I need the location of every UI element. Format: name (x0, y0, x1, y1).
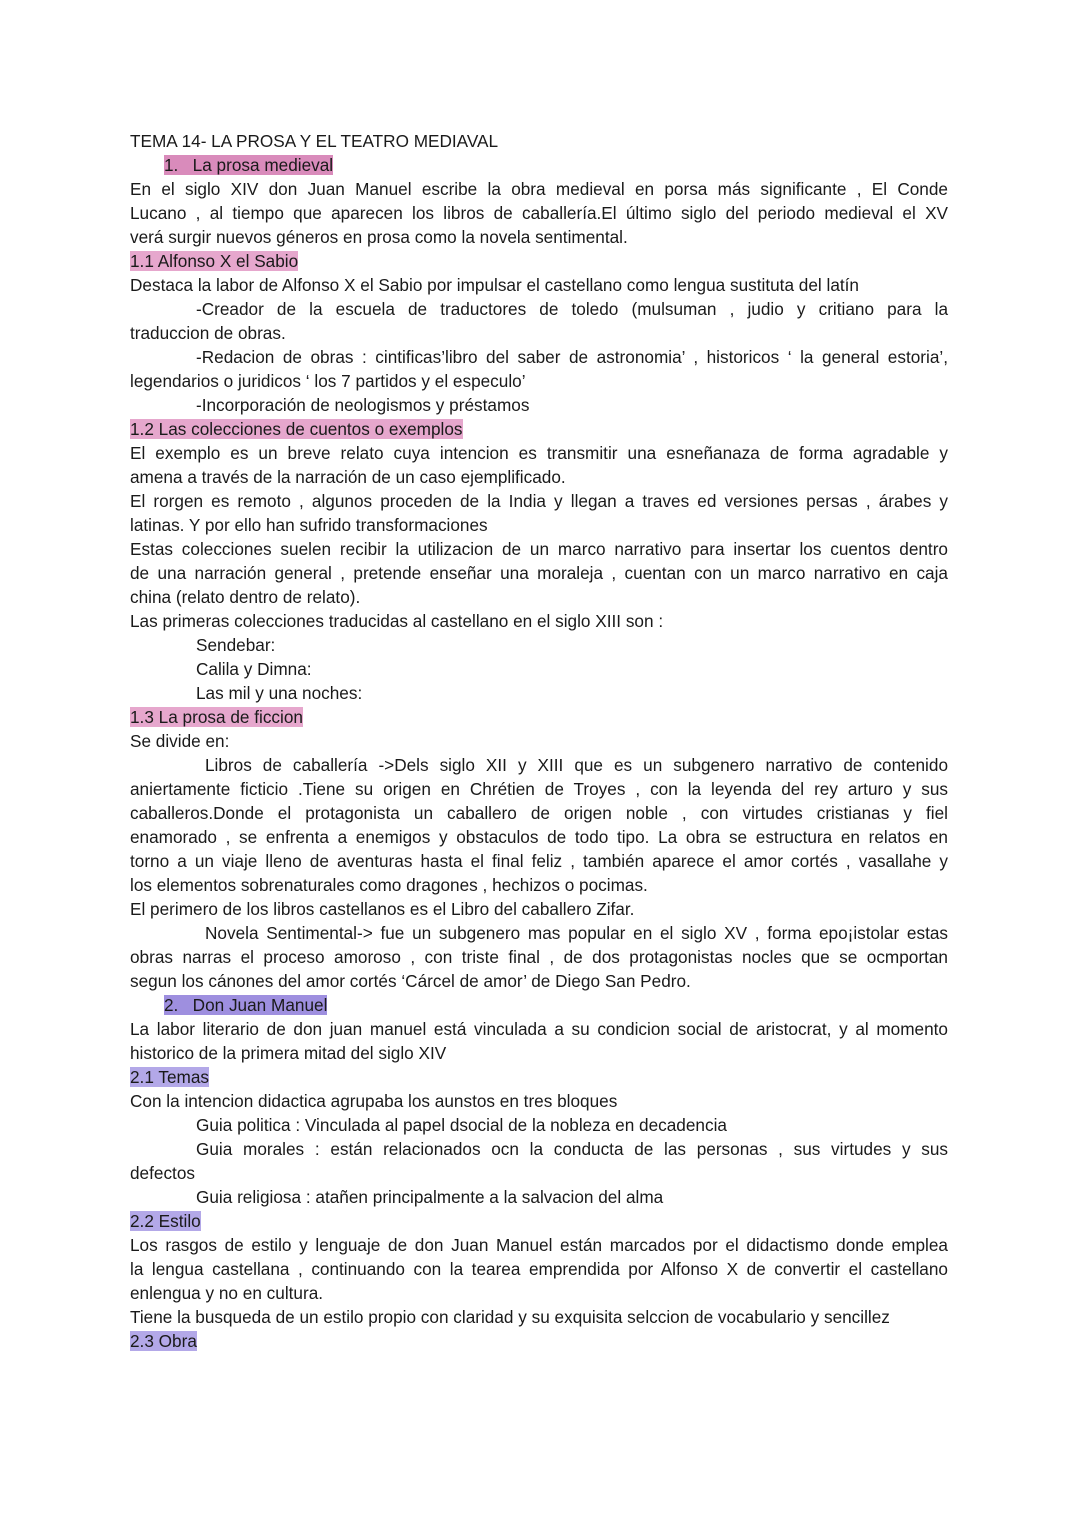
section-2-2-heading-row (130, 1209, 948, 1233)
paragraph-line: En el siglo XIV don Juan Manuel escribe la obra medieval en porsa más significante , El Conde (130, 179, 948, 199)
paragraph-line: torno a un viaje lleno de aventuras hasta el final feliz , también aparece el amor cortés , vasallahe y (130, 851, 948, 871)
list-item: Guia religiosa : atañen principalmente a la salvacion del alma (196, 1187, 664, 1207)
section-2-1-heading-row (130, 1065, 948, 1089)
list-item: Guia morales : están relacionados ocn la conducta de las personas , sus virtudes y sus (196, 1139, 948, 1159)
section-2-heading-row (130, 993, 948, 1017)
section-1-heading: 1. La prosa medieval (164, 155, 334, 175)
section-2-3-heading-row (130, 1329, 948, 1353)
paragraph-line: china (relato dentro de relato). (130, 587, 361, 607)
paragraph-line: Se divide en: (130, 731, 230, 751)
paragraph-line: El perimero de los libros castellanos es el Libro del caballero Zifar. (130, 899, 635, 919)
paragraph-line: verá surgir nuevos géneros en prosa como la novela sentimental. (130, 227, 628, 247)
paragraph-line: Libros de caballería ->Dels siglo XII y XIII que es un subgenero narrativo de contenido (205, 755, 948, 775)
paragraph-line: Destaca la labor de Alfonso X el Sabio por impulsar el castellano como lengua sustituta del latín (130, 275, 859, 295)
paragraph-line: Novela Sentimental-> fue un subgenero mas popular en el siglo XV , forma epo¡istolar estas (205, 923, 948, 943)
paragraph-line: Estas colecciones suelen recibir la utilizacion de un marco narrativo para insertar los cuentos dentro (130, 539, 948, 559)
section-1-heading-row (130, 153, 948, 177)
paragraph-line: segun los cánones del amor cortés ‘Cárcel de amor’ de Diego San Pedro. (130, 971, 691, 991)
list-item: -Redacion de obras : cintificas’libro del saber de astronomia’ , historicos ‘ la general estoria’, (196, 347, 948, 367)
section-2-2-heading: 2.2 Estilo (130, 1211, 201, 1231)
paragraph-line: El rorgen es remoto , algunos proceden de la India y llegan a traves ed versiones persas , árabes y (130, 491, 948, 511)
list-item: -Creador de la escuela de traductores de toledo (mulsuman , judio y critiano para la (196, 299, 948, 319)
paragraph-line: amena a través de la narración de un caso ejemplificado. (130, 467, 566, 487)
paragraph-line: Los rasgos de estilo y lenguaje de don Juan Manuel están marcados por el didactismo donde emplea (130, 1235, 948, 1255)
paragraph-line: El exemplo es un breve relato cuya intencion es transmitir una esneñanaza de forma agradable y (130, 443, 948, 463)
section-2-3-heading: 2.3 Obra (130, 1331, 197, 1351)
paragraph-line: defectos (130, 1163, 195, 1183)
section-1-1-heading: 1.1 Alfonso X el Sabio (130, 251, 299, 271)
section-2-1-heading: 2.1 Temas (130, 1067, 209, 1087)
paragraph-line: los elementos sobrenaturales como dragones , hechizos o pocimas. (130, 875, 648, 895)
list-item: Las mil y una noches: (196, 683, 363, 703)
list-item: Guia politica : Vinculada al papel dsocial de la nobleza en decadencia (196, 1115, 727, 1135)
document-page (130, 129, 948, 1353)
section-1-2-heading: 1.2 Las colecciones de cuentos o exemplos (130, 419, 463, 439)
list-item: -Incorporación de neologismos y préstamos (196, 395, 530, 415)
section-1-1-heading-row (130, 249, 948, 273)
paragraph-line: caballeros.Donde el protagonista un caballero de origen noble , con virtudes cristianas y fiel (130, 803, 948, 823)
paragraph-line: enlengua y no en cultura. (130, 1283, 324, 1303)
list-item: Calila y Dimna: (196, 659, 312, 679)
list-item: Sendebar: (196, 635, 276, 655)
paragraph-line: aniertamente ficticio .Tiene su origen en Chrétien de Troyes , con la leyenda del rey arturo y sus (130, 779, 948, 799)
paragraph-line: obras narras el proceso amoroso , con triste final , de dos protagonistas nocles que se ocmportan (130, 947, 948, 967)
paragraph-line: Las primeras colecciones traducidas al castellano en el siglo XIII son : (130, 611, 664, 631)
section-2-heading: 2. Don Juan Manuel (164, 995, 328, 1015)
section-1-3-heading-row (130, 705, 948, 729)
paragraph-line: La labor literario de don juan manuel está vinculada a su condicion social de aristocrat, y al momento (130, 1019, 948, 1039)
paragraph-line: Lucano , al tiempo que aparecen los libros de caballería.El último siglo del periodo medieval el XV (130, 203, 948, 223)
section-1-2-heading-row (130, 417, 948, 441)
paragraph-line: la lengua castellana , continuando con la tearea emprendida por Alfonso X de convertir el castellano (130, 1259, 948, 1279)
paragraph-line: legendarios o juridicos ‘ los 7 partidos y el especulo’ (130, 371, 526, 391)
paragraph-line: traduccion de obras. (130, 323, 286, 343)
paragraph-line: de una narración general , pretende enseñar una moraleja , cuentan con un marco narrativo en caja (130, 563, 948, 583)
paragraph-line: latinas. Y por ello han sufrido transformaciones (130, 515, 488, 535)
paragraph-line: Tiene la busqueda de un estilo propio con claridad y su exquisita selccion de vocabulario y sencillez (130, 1307, 890, 1327)
paragraph-line: historico de la primera mitad del siglo XIV (130, 1043, 447, 1063)
document-title: TEMA 14- LA PROSA Y EL TEATRO MEDIAVAL (130, 131, 499, 151)
paragraph-line: enamorado , se enfrenta a enemigos y obstaculos de todo tipo. La obra se estructura en relatos en (130, 827, 948, 847)
section-1-3-heading: 1.3 La prosa de ficcion (130, 707, 303, 727)
paragraph-line: Con la intencion didactica agrupaba los aunstos en tres bloques (130, 1091, 618, 1111)
